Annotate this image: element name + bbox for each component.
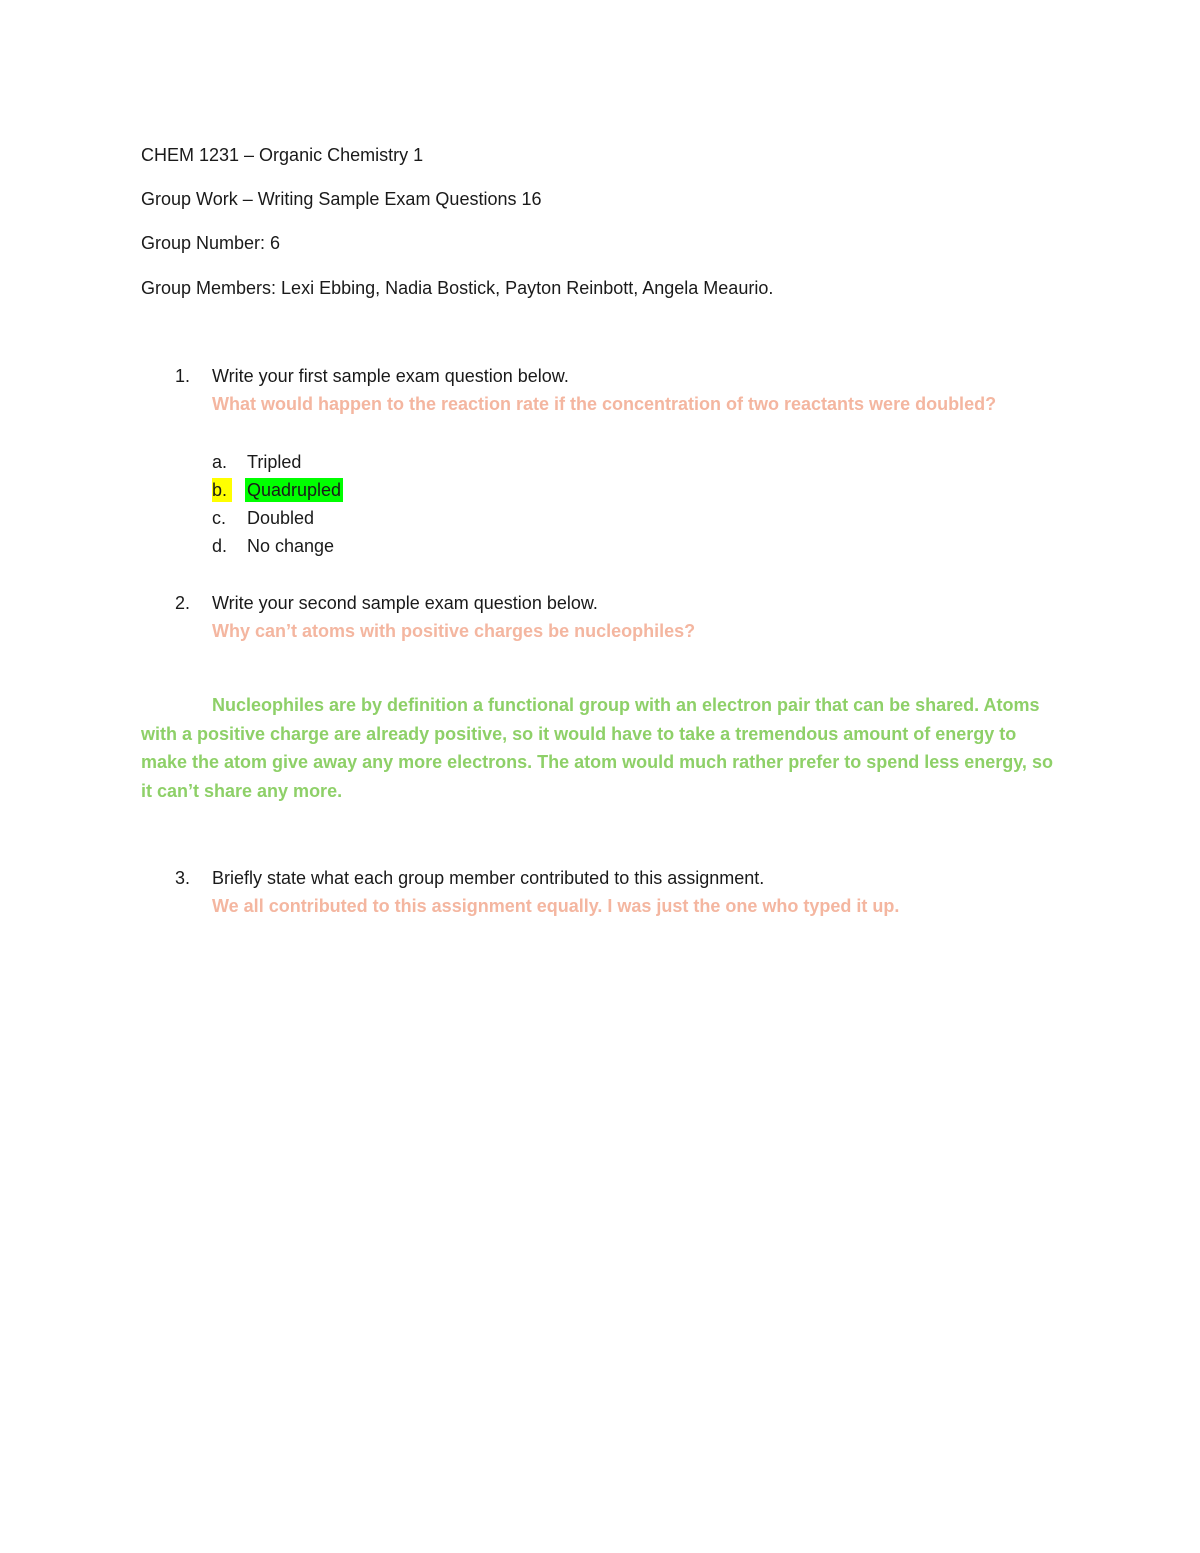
question-3-answer: We all contributed to this assignment equally. I was just the one who typed it up. xyxy=(212,896,900,916)
option-c-letter: c. xyxy=(212,508,227,528)
question-2-answer: Why can’t atoms with positive charges be nucleophiles? xyxy=(212,621,696,641)
question-1-number: 1. xyxy=(175,366,191,386)
question-2-explanation-text: Nucleophiles are by definition a functional group with an electron pair that can be shared. Atoms with a positive charge are already positive, so it would have to take a tremendous amount of energy to make the atom give away any more electrons. The atom would much rather prefer to spend less energy, so it can’t share any more. xyxy=(141,695,1053,801)
option-a-text: Tripled xyxy=(247,452,302,472)
question-2-explanation xyxy=(141,691,1056,805)
assignment-title: Group Work – Writing Sample Exam Questions 16 xyxy=(141,189,542,209)
question-3-number: 3. xyxy=(175,868,191,888)
group-members: Group Members: Lexi Ebbing, Nadia Bostick, Payton Reinbott, Angela Meaurio. xyxy=(141,278,774,298)
question-1-answer: What would happen to the reaction rate if the concentration of two reactants were doubled? xyxy=(212,394,997,414)
question-2-prompt: Write your second sample exam question below. xyxy=(212,593,598,613)
question-3-prompt: Briefly state what each group member contributed to this assignment. xyxy=(212,868,765,888)
option-b-letter: b. xyxy=(212,478,232,502)
question-1-prompt: Write your first sample exam question below. xyxy=(212,366,569,386)
option-d-letter: d. xyxy=(212,536,228,556)
group-number: Group Number: 6 xyxy=(141,233,281,253)
course-title: CHEM 1231 – Organic Chemistry 1 xyxy=(141,145,424,165)
option-d-text: No change xyxy=(247,536,335,556)
option-a-letter: a. xyxy=(212,452,228,472)
option-c-text: Doubled xyxy=(247,508,315,528)
question-2-number: 2. xyxy=(175,593,191,613)
option-b-text: Quadrupled xyxy=(247,480,342,500)
